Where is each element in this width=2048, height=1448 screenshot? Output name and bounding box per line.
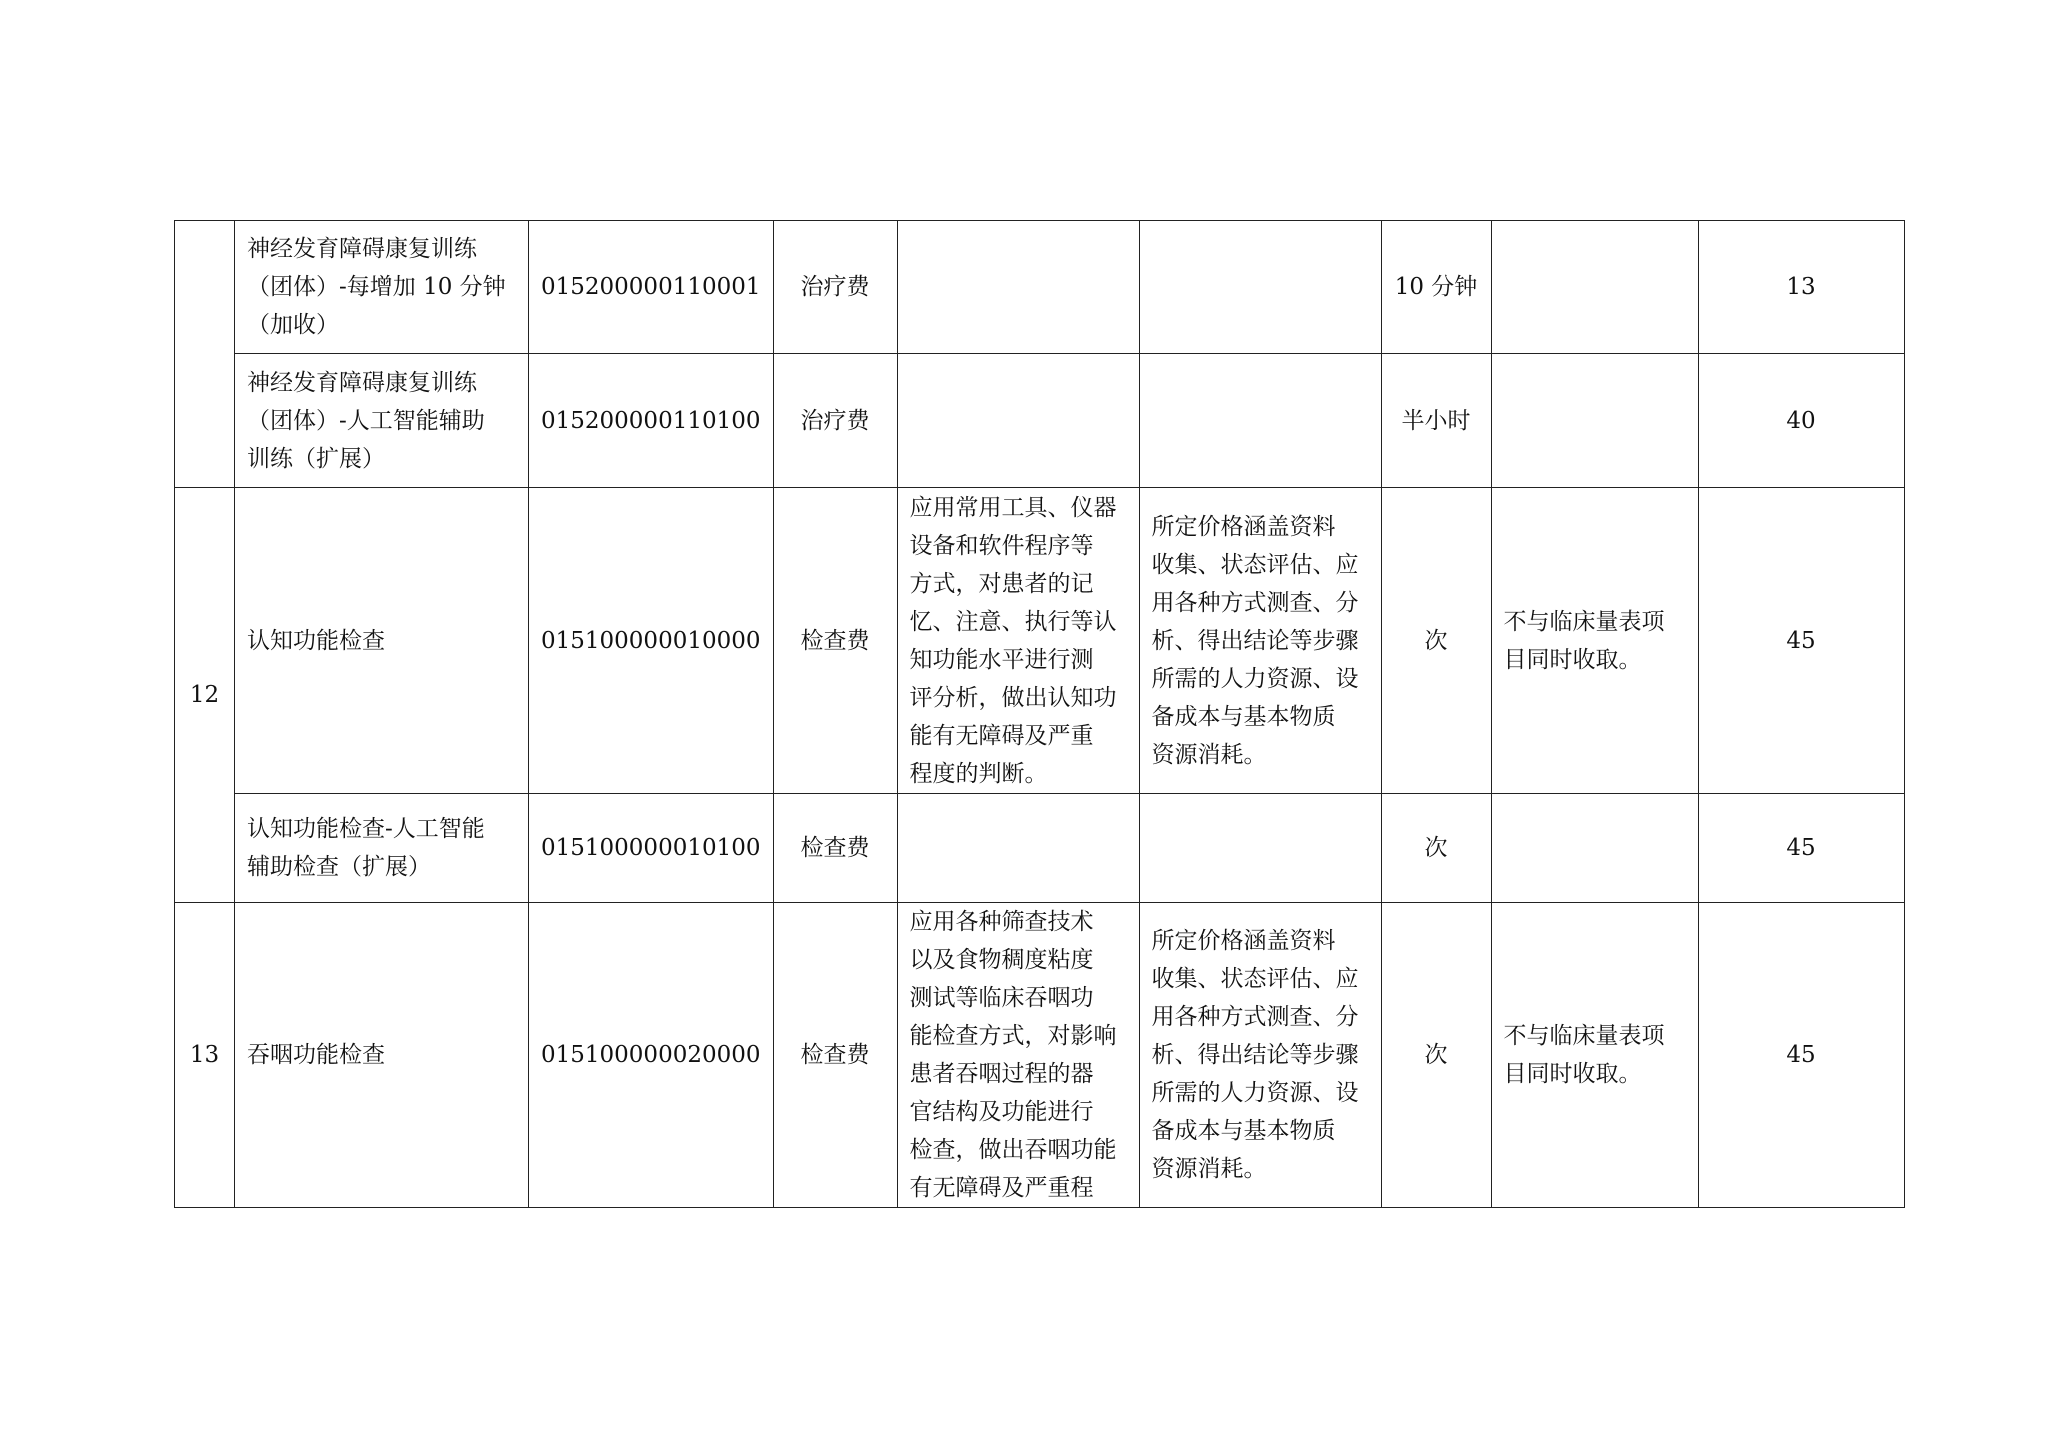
service-content-cell [897,794,1139,903]
fee-type-cell: 治疗费 [773,354,897,488]
price-composition-cell: 所定价格涵盖资料 收集、状态评估、应 用各种方式测查、分 析、得出结论等步骤 所需的人力资源、设 备成本与基本物质 资源消耗。 [1139,903,1381,1208]
table-row [175,794,1905,903]
note-cell [1491,221,1698,354]
price-cell: 40 [1698,354,1904,488]
service-content-cell [897,221,1139,354]
seq-cell [175,221,235,488]
fee-type-cell: 治疗费 [773,221,897,354]
unit-cell: 次 [1381,794,1491,903]
item-name-cell: 吞咽功能检查 [235,903,529,1208]
item-code-cell: 015100000010100 [529,794,774,903]
fee-type-cell: 检查费 [773,903,897,1208]
unit-cell: 次 [1381,903,1491,1208]
item-name-cell: 认知功能检查-人工智能 辅助检查（扩展） [235,794,529,903]
seq-cell: 13 [175,903,235,1208]
item-name-cell: 神经发育障碍康复训练 （团体）-每增加 10 分钟 （加收） [235,221,529,354]
seq-cell: 12 [175,488,235,903]
price-composition-cell [1139,221,1381,354]
price-cell: 13 [1698,221,1904,354]
table-row [175,354,1905,488]
table-row [175,488,1905,794]
unit-cell: 半小时 [1381,354,1491,488]
item-name-cell: 认知功能检查 [235,488,529,794]
service-content-cell: 应用常用工具、仪器 设备和软件程序等 方式，对患者的记 忆、注意、执行等认 知功能水平进行测 评分析，做出认知功 能有无障碍及严重 程度的判断。 [897,488,1139,794]
price-cell: 45 [1698,794,1904,903]
price-composition-cell [1139,354,1381,488]
price-composition-cell [1139,794,1381,903]
item-name-cell: 神经发育障碍康复训练 （团体）-人工智能辅助 训练（扩展） [235,354,529,488]
note-cell [1491,794,1698,903]
price-table [174,220,1905,1208]
fee-type-cell: 检查费 [773,488,897,794]
table-row [175,221,1905,354]
note-cell: 不与临床量表项 目同时收取。 [1491,903,1698,1208]
price-composition-cell: 所定价格涵盖资料 收集、状态评估、应 用各种方式测查、分 析、得出结论等步骤 所需的人力资源、设 备成本与基本物质 资源消耗。 [1139,488,1381,794]
item-code-cell: 015200000110100 [529,354,774,488]
unit-cell: 次 [1381,488,1491,794]
item-code-cell: 015200000110001 [529,221,774,354]
table-row [175,903,1905,1208]
price-cell: 45 [1698,488,1904,794]
service-content-cell [897,354,1139,488]
note-cell: 不与临床量表项 目同时收取。 [1491,488,1698,794]
price-cell: 45 [1698,903,1904,1208]
service-content-cell: 应用各种筛查技术 以及食物稠度粘度 测试等临床吞咽功 能检查方式，对影响 患者吞咽过程的器 官结构及功能进行 检查，做出吞咽功能 有无障碍及严重程 [897,903,1139,1208]
item-code-cell: 015100000020000 [529,903,774,1208]
note-cell [1491,354,1698,488]
unit-cell: 10 分钟 [1381,221,1491,354]
fee-type-cell: 检查费 [773,794,897,903]
item-code-cell: 015100000010000 [529,488,774,794]
